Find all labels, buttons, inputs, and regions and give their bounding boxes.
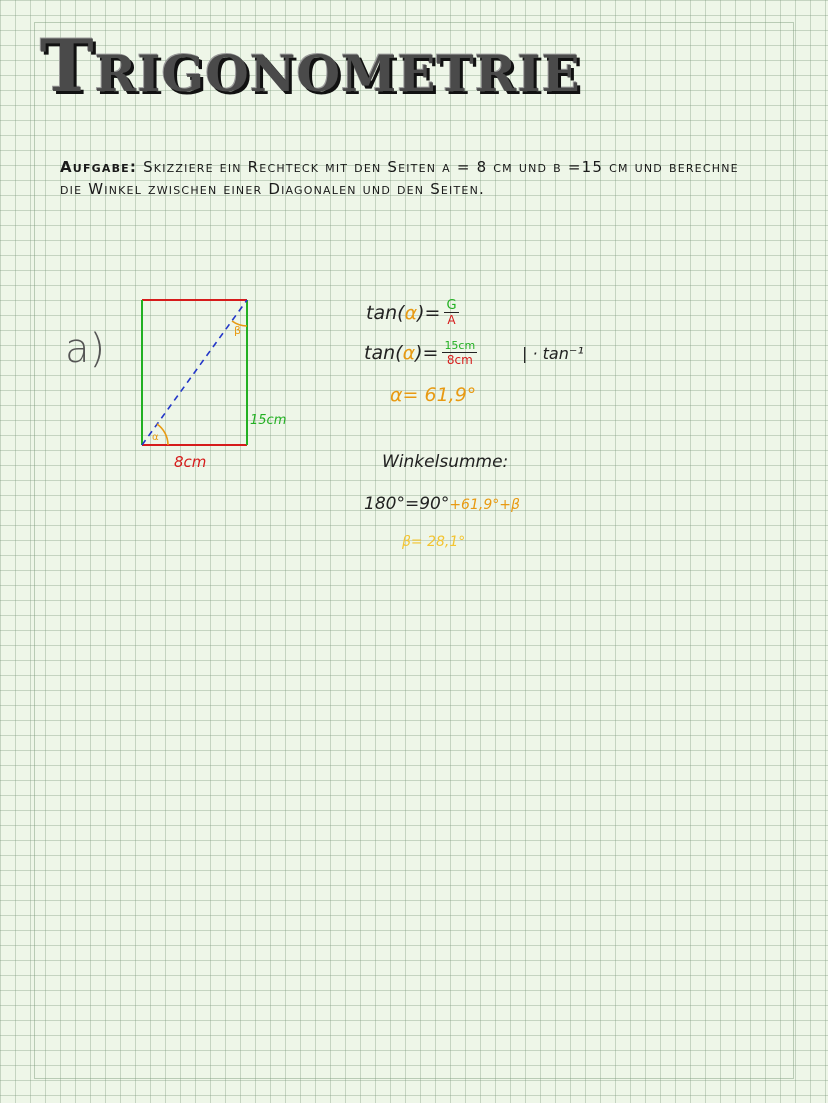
fraction-numerator: 15cm xyxy=(444,339,476,352)
diagonal xyxy=(142,300,247,445)
side-a-label: 8cm xyxy=(174,453,207,471)
alpha-label: α xyxy=(152,432,159,443)
equation-2: tan(α)= $\frac{15cm}{8cm}$ xyxy=(364,339,476,367)
winkelsumme-heading: Winkelsumme: xyxy=(382,452,509,472)
fraction-numerator: G xyxy=(446,298,457,313)
task-statement xyxy=(60,156,740,200)
task-label: Aufgabe: xyxy=(60,158,138,176)
equation-3: α= 61,9° xyxy=(390,384,477,406)
beta-label: β xyxy=(234,324,242,337)
operation-note: | · tan⁻¹ xyxy=(522,344,584,363)
part-label: a) xyxy=(65,326,106,372)
side-b-label: 15cm xyxy=(250,413,287,428)
alpha-arc xyxy=(157,424,168,445)
fraction-denominator: A xyxy=(447,313,456,327)
equation-1: tan(α)= $\frac{G}{A}$ xyxy=(366,298,457,327)
task-text: Skizziere ein Rechteck mit den Seiten a = 8 cm und b =15 cm und berechne die Winkel zwischen einer Diagonalen und den Seiten. xyxy=(60,158,739,198)
equation-5: β= 28,1° xyxy=(402,534,466,550)
equation-4: 180°=90°+61,9°+β xyxy=(364,494,520,514)
rectangle-sketch xyxy=(130,290,310,480)
fraction-denominator: 8cm xyxy=(446,353,473,367)
page-title: Trigonometrie xyxy=(40,23,581,108)
